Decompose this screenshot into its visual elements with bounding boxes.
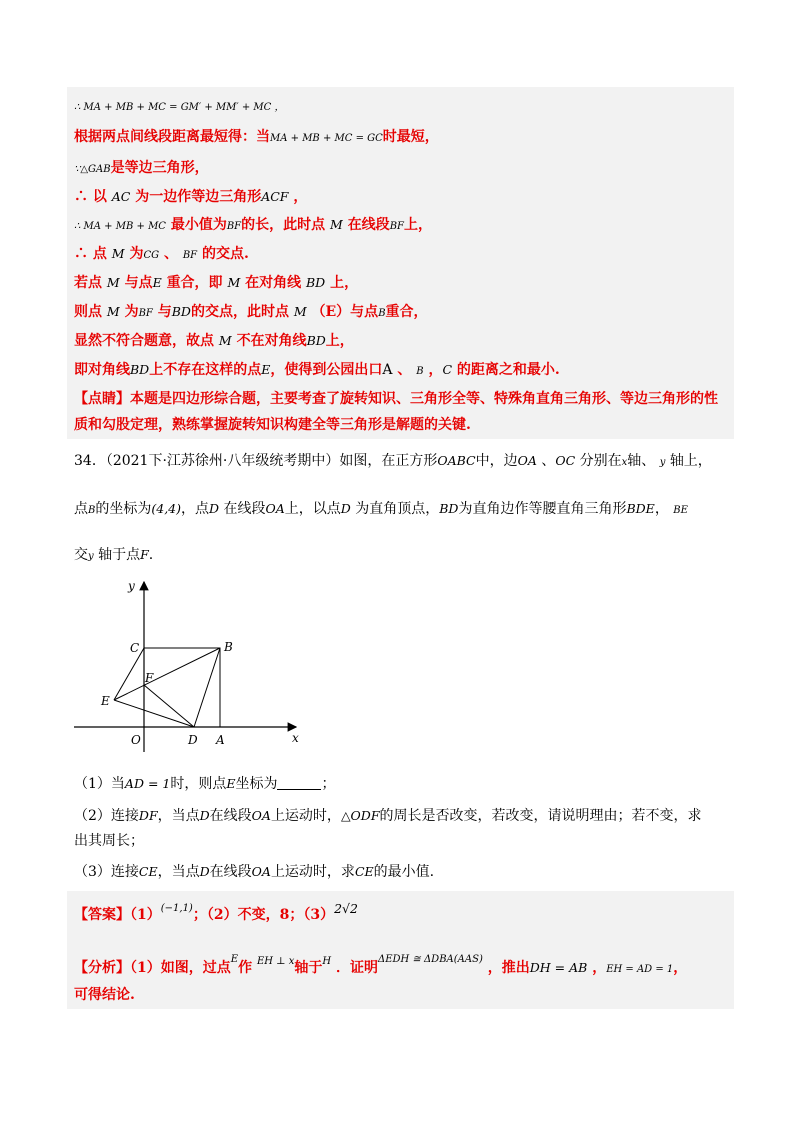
label-x: x [292, 731, 299, 745]
question-1: （1）当AD = 1时，则点E坐标为 ； [74, 776, 336, 792]
answer-blank [277, 775, 321, 790]
geometry-figure [70, 572, 310, 752]
analysis-line-1: 【分析】（1）如图，过点$^E$作 $^{EH \perp x}$轴于$^H$ ．证明$^{\Delta EDH ≅ \Delta DBA(AAS)}$ ，推出DH = AB ，EH = AD = 1， [74, 954, 688, 976]
solution-note-line-2: 质和勾股定理，熟练掌握旋转知识构建全等三角形是解题的关键. [74, 417, 471, 433]
segment-eb [114, 648, 220, 700]
solution-line-6: ∴ 点 M 为CG 、 BF 的交点. [74, 246, 249, 262]
question-2-cont: 出其周长； [74, 833, 144, 849]
segment-bd [194, 648, 220, 727]
label-d: D [188, 733, 198, 747]
label-a: A [216, 733, 225, 747]
problem-line-3: 交y 轴于点F. [74, 547, 154, 563]
label-o: O [131, 733, 141, 747]
solution-line-3: ∵△GAB是等边三角形， [74, 160, 209, 176]
solution-line-7: 若点 M 与点E 重合，即 M 在对角线 BD 上， [74, 275, 359, 291]
analysis-line-2: 可得结论. [74, 987, 135, 1003]
solution-line-8: 则点 M 为BF 与BD的交点，此时点 M （E）与点B重合， [74, 304, 428, 320]
square-oabc [144, 648, 220, 727]
label-c: C [130, 641, 140, 655]
label-e: E [101, 694, 110, 708]
segment-de [114, 700, 194, 727]
solution-line-9: 显然不符合题意，故点 M 不在对角线BD上， [74, 333, 354, 349]
solution-line-10: 即对角线BD上不存在这样的点E，使得到公园出口A 、 B ，C 的距离之和最小. [74, 362, 560, 378]
question-3: （3）连接CE，当点D在线段OA上运动时，求CE的最小值. [74, 864, 435, 880]
label-f: F [145, 671, 154, 685]
problem-line-1: 34．（2021下·江苏徐州·八年级统考期中）如图，在正方形OABC中，边OA 、OC 分别在x轴、 y 轴上， [74, 453, 712, 469]
solution-line-1: ∴ MA + MB + MC = GM′ + MM′ + MC ， [74, 102, 285, 113]
solution-note-line-1: 【点睛】本题是四边形综合题，主要考查了旋转知识、三角形全等、特殊角直角三角形、等边三角形的性 [74, 391, 718, 407]
solution-line-2: 根据两点间线段距离最短得：当MA + MB + MC = GC时最短， [74, 129, 439, 145]
label-y: y [128, 579, 135, 593]
answer-line: 【答案】$(1)^{(-1,1)}$；（2）不变，8；（3）2√2 [74, 901, 358, 923]
label-b: B [224, 640, 233, 654]
question-2: （2）连接DF，当点D在线段OA上运动时，△ODF的周长是否改变，若改变，请说明理由；若不变，求 [74, 808, 702, 824]
solution-line-4: ∴ 以 AC 为一边作等边三角形ACF ， [74, 189, 308, 205]
solution-line-5: ∴ MA + MB + MC 最小值为BF的长，此时点 M 在线段BF上， [74, 217, 432, 233]
segment-df [144, 685, 194, 727]
problem-line-2: 点B的坐标为(4,4)，点D 在线段OA上，以点D 为直角顶点，BD为直角边作等腰直角三角形BDE， BE [74, 501, 688, 517]
